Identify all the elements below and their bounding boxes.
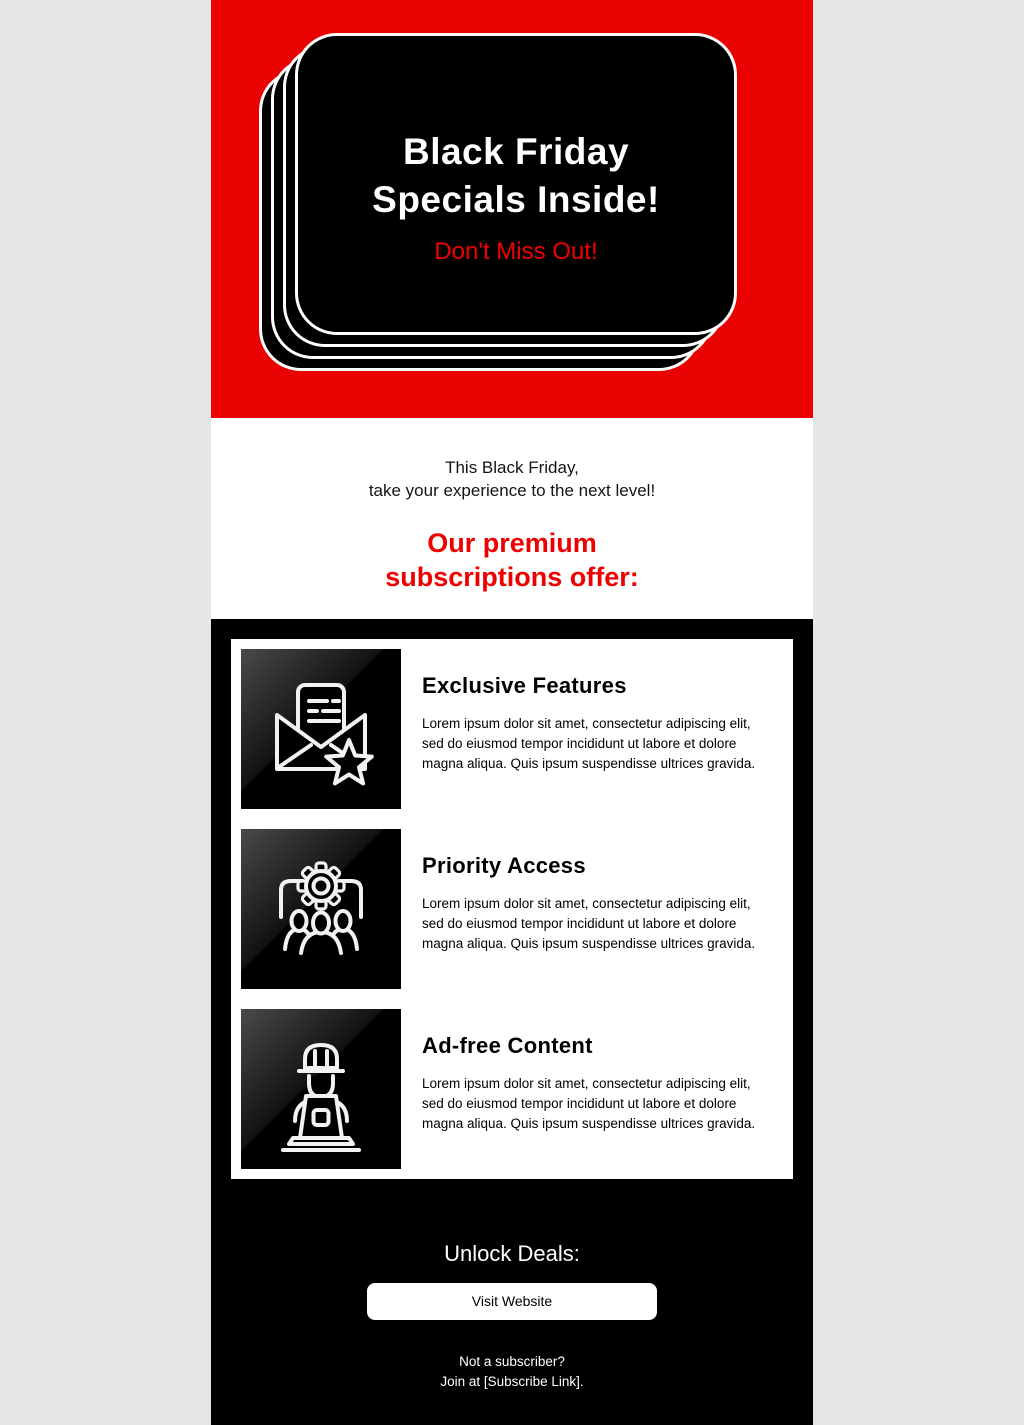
feature-row-exclusive-features	[241, 649, 783, 809]
stacked-card-front	[295, 33, 737, 335]
footer-section	[231, 1179, 793, 1425]
feature-row-ad-free-content	[241, 1009, 783, 1169]
gear-glyph	[298, 863, 344, 909]
feature-tile	[241, 829, 401, 989]
offer-heading-line2: subscriptions offer:	[385, 562, 639, 592]
offer-heading	[211, 526, 813, 594]
feature-title: Exclusive Features	[422, 673, 627, 698]
subscribe-text	[231, 1352, 793, 1392]
subscribe-link-text[interactable]: Join at [Subscribe Link].	[440, 1374, 584, 1389]
unlock-deals-heading: Unlock Deals:	[444, 1241, 580, 1266]
intro-line2: take your experience to the next level!	[368, 481, 656, 500]
not-subscriber-text: Not a subscriber?	[459, 1354, 565, 1369]
feature-tile	[241, 649, 401, 809]
feature-text-block	[422, 829, 772, 989]
hero-section	[211, 0, 813, 418]
feature-body: Lorem ipsum dolor sit amet, consectetur adipiscing elit, sed do eiusmod tempor incididunt ut labore et dolore magna aliqua. Quis ipsum suspendisse ultrices gravida.	[422, 896, 756, 951]
feature-text-block	[422, 1009, 772, 1169]
hero-title-line2: Specials Inside!	[372, 179, 660, 220]
envelope-letter-star-icon	[241, 649, 401, 809]
hero-title-line1: Black Friday	[402, 131, 630, 172]
features-section	[211, 619, 813, 1425]
intro-line1: This Black Friday,	[445, 458, 579, 477]
hero-subtitle: Don't Miss Out!	[434, 238, 598, 265]
feature-body: Lorem ipsum dolor sit amet, consectetur adipiscing elit, sed do eiusmod tempor incididunt ut labore et dolore magna aliqua. Quis ipsum suspendisse ultrices gravida.	[422, 1076, 756, 1131]
feature-row-priority-access	[241, 829, 783, 989]
feature-title: Ad-free Content	[422, 1033, 593, 1058]
worker-laptop-icon	[241, 1009, 401, 1169]
feature-body: Lorem ipsum dolor sit amet, consectetur adipiscing elit, sed do eiusmod tempor incididunt ut labore et dolore magna aliqua. Quis ipsum suspendisse ultrices gravida.	[422, 716, 756, 771]
email-body	[211, 0, 813, 1425]
visit-website-button[interactable]: Visit Website	[367, 1283, 657, 1320]
intro-text	[211, 456, 813, 502]
offer-heading-line1: Our premium	[427, 528, 597, 558]
intro-section	[211, 418, 813, 619]
feature-text-block	[422, 649, 772, 809]
feature-tile	[241, 1009, 401, 1169]
feature-title: Priority Access	[422, 853, 586, 878]
features-card	[231, 639, 793, 1179]
team-gear-icon	[241, 829, 401, 989]
hero-title	[298, 128, 734, 224]
